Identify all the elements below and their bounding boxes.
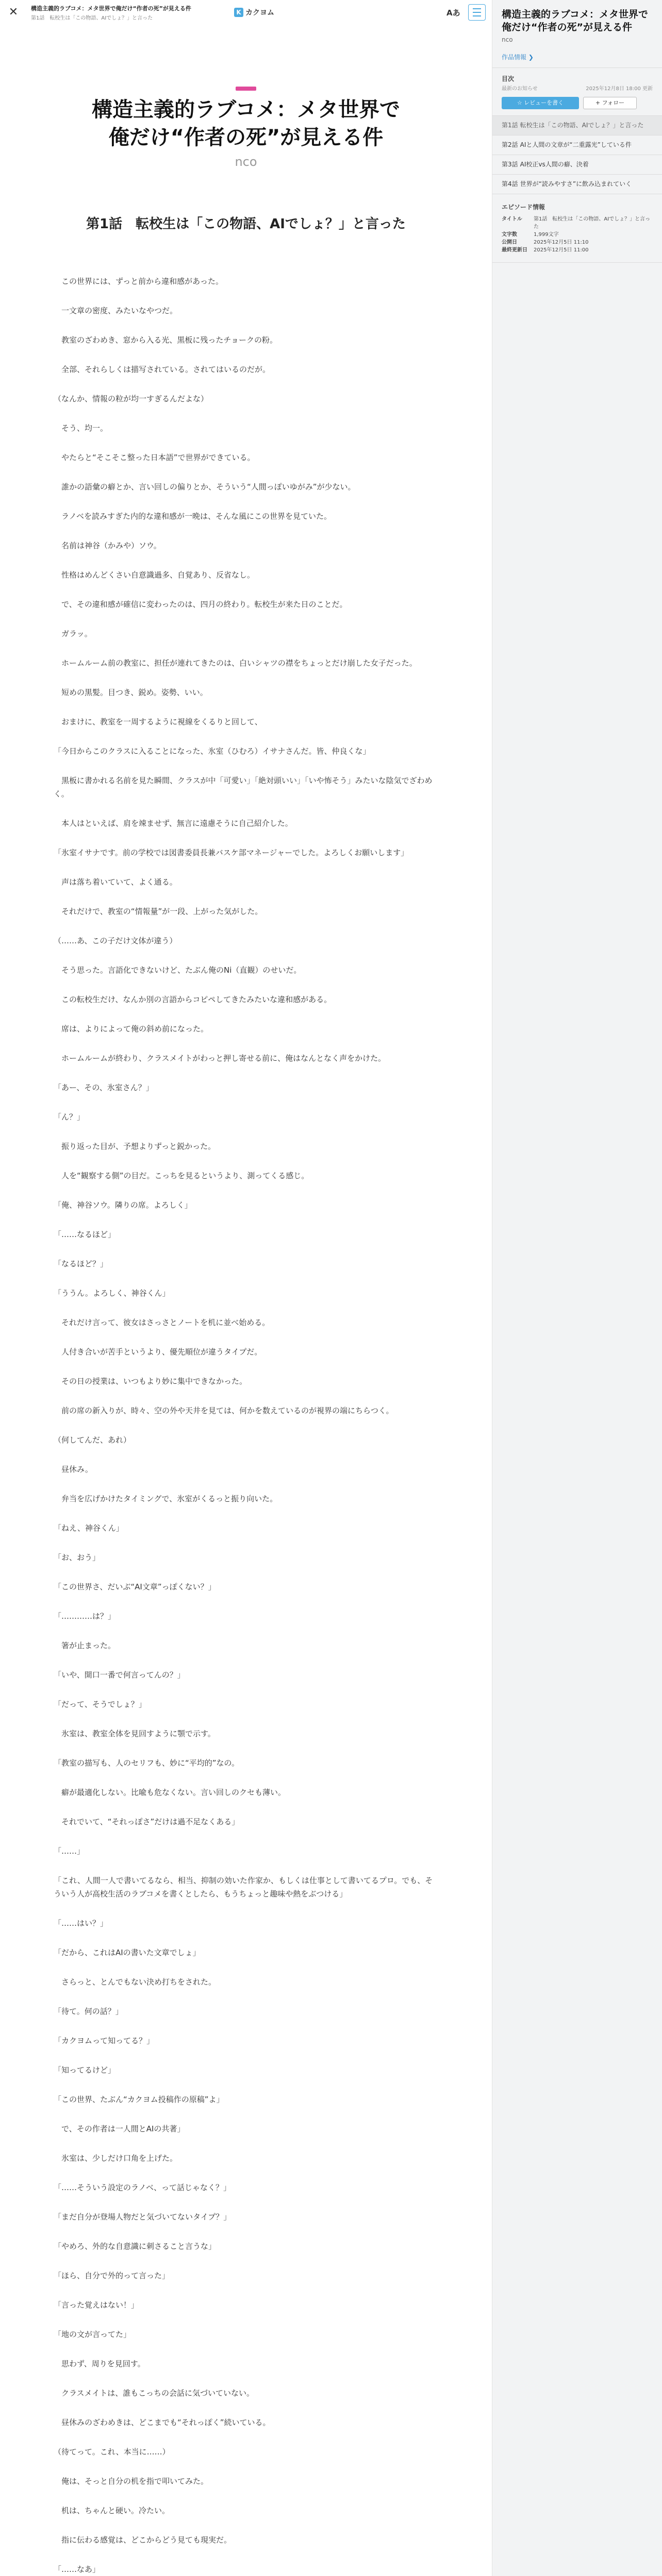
info-value: 1,999文字: [534, 232, 559, 238]
body-paragraph: 「ん？」: [54, 1112, 85, 1122]
body-paragraph: 「……そういう設定のラノベ、って話じゃなく？」: [54, 2183, 231, 2192]
body-paragraph: 「カクヨムって知ってる？」: [54, 2036, 155, 2045]
body-paragraph: 俺は、そっと自分の机を指で叩いてみた。: [54, 2477, 209, 2486]
top-header: [0, 0, 492, 25]
episode-number: 第2話: [502, 141, 518, 148]
body-paragraph: で、その違和感が確信に変わったのは、四月の終わり。転校生が来た日のことだ。: [54, 600, 347, 609]
episode-reader: [0, 25, 492, 2576]
body-paragraph: 昼休み。: [54, 1465, 93, 1474]
body-paragraph: そう思った。言語化できないけど、たぶん俺のNi（直観）のせいだ。: [54, 965, 302, 975]
title-accent-bar: [236, 87, 256, 91]
body-paragraph: 「まだ自分が登場人物だと気づいてないタイプ？」: [54, 2212, 231, 2222]
header-episode-title: 第1話 転校生は「この物語、AIでしょ？」と言った: [31, 15, 153, 21]
body-paragraph: その日の授業は、いつもより妙に集中できなかった。: [54, 1377, 247, 1386]
body-paragraph: 「お、おう」: [54, 1553, 101, 1562]
body-paragraph: それだけ言って、彼女はさっさとノートを机に並べ始める。: [54, 1318, 270, 1327]
info-value: 第1話 転校生は「この物語、AIでしょ？」と言った: [534, 216, 651, 230]
body-paragraph: （何してんだ、あれ）: [54, 1435, 131, 1445]
body-paragraph: 人を“観察する側”の目だ。こっちを見るというより、測ってくる感じ。: [54, 1171, 309, 1180]
body-paragraph: 「……なるほど」: [54, 1230, 116, 1239]
body-paragraph: 名前は神谷（かみや）ソウ。: [54, 541, 161, 550]
episode-body: [54, 275, 438, 2576]
body-paragraph: 箸が止まった。: [54, 1641, 116, 1650]
update-label: 最新のお知らせ: [502, 86, 538, 92]
toc-label: 目次: [502, 75, 515, 82]
episode-info: [492, 194, 662, 263]
text-size-button[interactable]: Aあ: [446, 8, 460, 18]
body-paragraph: 思わず、周りを見回す。: [54, 2359, 145, 2368]
body-paragraph: 誰かの語彙の癖とか、言い回しの偏りとか、そういう“人間っぽいゆがみ”が少ない。: [54, 482, 356, 492]
sidebar-work-title[interactable]: 構造主義的ラブコメ：メタ世界で俺だけ“作者の死”が見える件: [502, 9, 649, 33]
info-key: 文字数: [502, 232, 517, 238]
info-row: [502, 239, 653, 246]
sidebar-episode-item[interactable]: [492, 155, 662, 175]
body-paragraph: 短めの黒髪。目つき、鋭め。姿勢、いい。: [54, 688, 208, 697]
body-paragraph: 「ねえ、神谷くん」: [54, 1523, 124, 1533]
body-paragraph: 弁当を広げかけたタイミングで、氷室がくるっと振り向いた。: [54, 1494, 278, 1503]
work-title[interactable]: [0, 96, 492, 151]
body-paragraph: 机は、ちゃんと硬い。冷たい。: [54, 2506, 170, 2515]
body-paragraph: 席は、よりによって俺の斜め前になった。: [54, 1024, 209, 1033]
body-paragraph: 振り返った目が、予想よりずっと鋭かった。: [54, 1142, 216, 1151]
body-paragraph: 全部、それらしくは描写されている。されてはいるのだが。: [54, 365, 271, 374]
body-paragraph: 「この世界さ、だいぶ“AI文章”っぽくない？」: [54, 1582, 216, 1591]
body-paragraph: 「あー、その、氷室さん？」: [54, 1083, 154, 1092]
body-paragraph: 「知ってるけど」: [54, 2065, 116, 2075]
episode-info-title: エピソード情報: [502, 204, 545, 211]
body-paragraph: 「なるほど？」: [54, 1259, 108, 1268]
body-paragraph: 「やめろ、外的な自意識に刺さること言うな」: [54, 2242, 217, 2251]
close-icon[interactable]: ✕: [8, 6, 19, 19]
episode-title-text: AIと人間の文章が“二重露光”している件: [520, 141, 632, 148]
divider: [492, 67, 662, 68]
follow-button[interactable]: + フォロー: [583, 97, 637, 109]
body-paragraph: 指に伝わる感覚は、どこからどう見ても現実だ。: [54, 2535, 232, 2545]
info-row: [502, 215, 653, 231]
body-paragraph: 「氷室イサナです。前の学校では図書委員長兼バスケ部マネージャーでした。よろしくお願いします」: [54, 848, 409, 857]
body-paragraph: おまけに、教室を一周するように視線をくるりと回して、: [54, 717, 262, 726]
episode-title: 第1話 転校生は「この物語、AIでしょ？」と言った: [86, 216, 406, 232]
body-paragraph: 黒板に書かれる名前を見た瞬間、クラスが中「可愛い」「絶対頭いい」「いや怖そう」みたいな陰気でざわめく。: [54, 776, 433, 799]
body-paragraph: ラノベを読みすぎた内的な違和感が一晩は、そんな風にこの世界を見ていた。: [54, 512, 332, 521]
body-paragraph: そう、均一。: [54, 423, 108, 433]
work-title-line-1: 構造主義的ラブコメ：メタ世界で: [92, 98, 400, 122]
body-paragraph: 本人はといえば、肩を竦ませず、無言に遠慮そうに自己紹介した。: [54, 819, 293, 828]
info-key: タイトル: [502, 216, 522, 222]
body-paragraph: 「……なあ」: [54, 2565, 101, 2574]
author-name[interactable]: nco: [235, 155, 257, 169]
sidebar-episode-item[interactable]: [492, 116, 662, 135]
info-value: 2025年12月5日 11:10: [534, 240, 589, 245]
body-paragraph: 「ううん。よろしく、神谷くん」: [54, 1289, 170, 1298]
body-paragraph: 「待て。何の話？」: [54, 2007, 123, 2016]
episode-number: 第3話: [502, 161, 518, 168]
body-paragraph: それでいて、“それっぽさ”だけは過不足なくある」: [54, 1817, 240, 1826]
body-paragraph: ガラッ。: [54, 629, 92, 638]
body-paragraph: 一文章の密度、みたいなやつだ。: [54, 306, 178, 315]
episode-title-text: AI校正vs人間の癖、決着: [520, 161, 589, 168]
body-paragraph: さらっと、とんでもない決め打ちをされた。: [54, 1977, 217, 1987]
body-paragraph: 「地の文が言ってた」: [54, 2330, 131, 2339]
body-paragraph: 昼休みのざわめきは、どこまでも“それっぽく”続いている。: [54, 2418, 271, 2427]
update-date: 2025年12月8日 18:00 更新: [586, 86, 653, 92]
body-paragraph: 「……はい？」: [54, 1919, 108, 1928]
body-paragraph: 声は落ち着いていて、よく通る。: [54, 877, 177, 887]
body-paragraph: この世界には、ずっと前から違和感があった。: [54, 277, 223, 286]
body-paragraph: （なんか、情報の粒が均一すぎるんだよな）: [54, 394, 209, 403]
body-paragraph: 「言った覚えはない！」: [54, 2300, 139, 2310]
body-paragraph: 「……」: [54, 1846, 85, 1856]
body-paragraph: ホームルーム前の教室に、担任が連れてきたのは、白いシャツの襟をちょっとだけ崩した女子だった。: [54, 658, 417, 668]
body-paragraph: 性格はめんどくさい自意識過多、自覚あり、反省なし。: [54, 570, 255, 580]
brand-logo[interactable]: [234, 7, 274, 18]
kakuyomu-logo-icon: K: [234, 8, 243, 17]
body-paragraph: 「教室の描写も、人のセリフも、妙に“平均的”なの。: [54, 1758, 239, 1768]
body-paragraph: それだけで、教室の“情報量”が一段、上がった気がした。: [54, 907, 263, 916]
info-row: [502, 246, 653, 254]
work-info-link[interactable]: 作品情報 ❯: [502, 54, 534, 61]
work-title-line-2: 俺だけ“作者の死”が見える件: [108, 126, 384, 149]
body-paragraph: （待てって。これ、本当に……）: [54, 2447, 170, 2456]
body-paragraph: 前の席の新入りが、時々、空の外や天井を見ては、何かを数えているのが視界の端にちらつく。: [54, 1406, 394, 1415]
episode-number: 第1話: [502, 122, 518, 129]
sidebar-author[interactable]: nco: [502, 36, 513, 43]
sidebar-episode-item[interactable]: [492, 175, 662, 194]
body-paragraph: で、その作者は一人間とAIの共著」: [54, 2124, 185, 2133]
body-paragraph: 「ほら、自分で外的って言った」: [54, 2271, 170, 2280]
body-paragraph: 人付き合いが苦手というより、優先順位が違うタイプだ。: [54, 1347, 262, 1357]
header-work-title[interactable]: 構造主義的ラブコメ：メタ世界で俺だけ“作者の死”が見える件: [31, 5, 191, 12]
body-paragraph: 氷室は、少しだけ口角を上げた。: [54, 2154, 178, 2163]
episode-sidebar: [492, 0, 662, 2576]
body-paragraph: 「俺、神谷ソウ。隣りの席。よろしく」: [54, 1200, 192, 1210]
body-paragraph: 「だって、そうでしょ？」: [54, 1700, 146, 1709]
episode-list: [492, 115, 662, 194]
body-paragraph: 「今日からこのクラスに入ることになった、氷室（ひむろ）イサナさんだ。皆、仲良くな」: [54, 747, 371, 756]
hamburger-menu-icon[interactable]: [468, 4, 486, 21]
body-paragraph: 「いや、開口一番で何言ってんの？」: [54, 1670, 185, 1680]
body-paragraph: 氷室は、教室全体を見回すように顎で示す。: [54, 1729, 216, 1738]
episode-number: 第4話: [502, 180, 518, 188]
info-row: [502, 231, 653, 239]
body-paragraph: （……あ、この子だけ文体が違う）: [54, 936, 177, 945]
body-paragraph: ホームルームが終わり、クラスメイトがわっと押し寄せる前に、俺はなんとなく声をかけた。: [54, 1054, 386, 1063]
body-paragraph: 「…………は？」: [54, 1612, 116, 1621]
body-paragraph: クラスメイトは、誰もこっちの会話に気づいていない。: [54, 2388, 254, 2398]
info-value: 2025年12月5日 11:00: [534, 247, 589, 253]
header-titles: [31, 4, 227, 21]
body-paragraph: この転校生だけ、なんか別の言語からコピペしてきたみたいな違和感がある。: [54, 995, 332, 1004]
sidebar-episode-item[interactable]: [492, 135, 662, 155]
episode-title-text: 転校生は「この物語、AIでしょ？」と言った: [520, 122, 644, 129]
body-paragraph: 「だから、これはAIの書いた文章でしょ」: [54, 1948, 201, 1957]
episode-title-text: 世界が“読みやすさ”に飲み込まれていく: [520, 180, 632, 188]
info-key: 公開日: [502, 240, 517, 245]
info-key: 最終更新日: [502, 247, 527, 253]
body-paragraph: 教室のざわめき、窓から入る光、黒板に残ったチョークの粉。: [54, 335, 277, 345]
update-row: [492, 83, 662, 92]
body-paragraph: 癖が最適化しない。比喩も危なくない。言い回しのクセも薄い。: [54, 1788, 286, 1797]
body-paragraph: 「これ、人間一人で書いてるなら、相当、抑制の効いた作家か、もしくは仕事として書いてるプロ。でも、そういう人が高校生活のラブコメを書くとしたら、もうちょっと趣味や熱をぶつける」: [54, 1876, 433, 1899]
body-paragraph: 「この世界、たぶん“カクヨム投稿作の原稿”よ」: [54, 2095, 224, 2104]
write-review-button[interactable]: ☆ レビューを書く: [502, 97, 579, 109]
brand-name: カクヨム: [245, 9, 274, 17]
body-paragraph: やたらと“そこそこ整った日本語”で世界ができている。: [54, 453, 255, 462]
